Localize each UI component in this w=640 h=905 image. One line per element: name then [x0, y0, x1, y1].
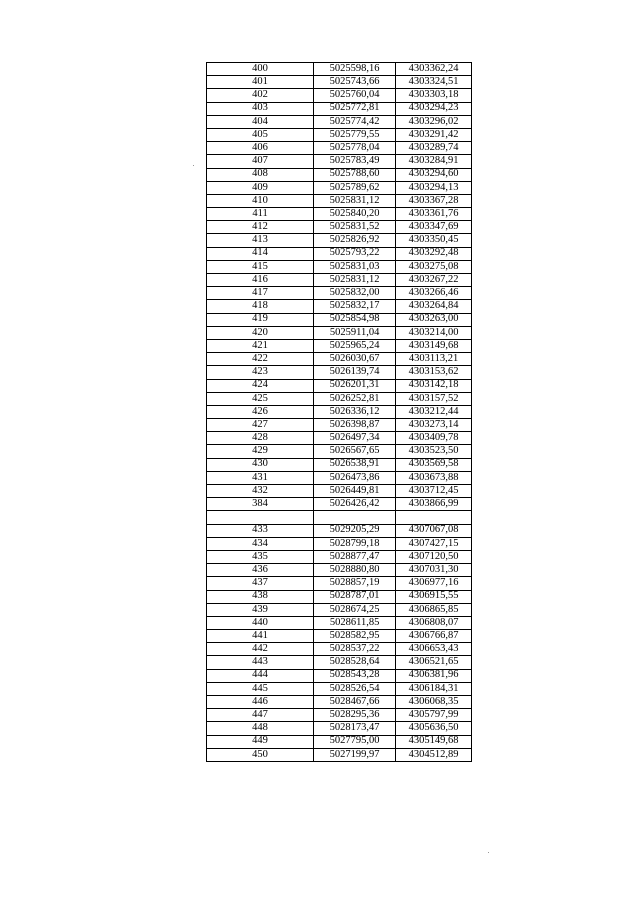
table-row [207, 260, 472, 273]
x-coordinate-cell: 5025854,98 [314, 313, 396, 326]
table-row [207, 511, 472, 524]
point-number-cell: 400 [207, 63, 314, 76]
point-number-cell: 401 [207, 76, 314, 89]
x-coordinate-cell: 5025598,16 [314, 63, 396, 76]
point-number-cell: 428 [207, 432, 314, 445]
x-coordinate-cell: 5025965,24 [314, 339, 396, 352]
scan-speck [193, 165, 194, 166]
y-coordinate-cell: 4303266,46 [396, 287, 472, 300]
table-row [207, 616, 472, 629]
y-coordinate-cell: 4306381,96 [396, 669, 472, 682]
table-row [207, 142, 472, 155]
scan-speck [488, 852, 489, 853]
point-number-cell: 448 [207, 722, 314, 735]
x-coordinate-cell: 5026497,34 [314, 432, 396, 445]
table-row [207, 208, 472, 221]
y-coordinate-cell: 4303303,18 [396, 89, 472, 102]
point-number-cell: 437 [207, 577, 314, 590]
table-row [207, 353, 472, 366]
x-coordinate-cell: 5025774,42 [314, 115, 396, 128]
point-number-cell: 407 [207, 155, 314, 168]
y-coordinate-cell: 4306068,35 [396, 696, 472, 709]
y-coordinate-cell: 4306865,85 [396, 603, 472, 616]
table-row [207, 722, 472, 735]
table-row [207, 564, 472, 577]
coordinates-table-body [207, 63, 472, 762]
point-number-cell: 405 [207, 128, 314, 141]
table-row [207, 577, 472, 590]
table-row [207, 419, 472, 432]
coordinates-table [206, 62, 472, 762]
table-row [207, 234, 472, 247]
x-coordinate-cell: 5025840,20 [314, 208, 396, 221]
table-row [207, 326, 472, 339]
table-row [207, 63, 472, 76]
table-row [207, 313, 472, 326]
table-row [207, 168, 472, 181]
x-coordinate-cell: 5026201,31 [314, 379, 396, 392]
y-coordinate-cell: 4303361,76 [396, 208, 472, 221]
y-coordinate-cell: 4303275,08 [396, 260, 472, 273]
y-coordinate-cell: 4305149,68 [396, 735, 472, 748]
x-coordinate-cell: 5028582,95 [314, 630, 396, 643]
point-number-cell: 438 [207, 590, 314, 603]
x-coordinate-cell: 5026336,12 [314, 405, 396, 418]
table-row [207, 392, 472, 405]
x-coordinate-cell: 5025789,62 [314, 181, 396, 194]
y-coordinate-cell: 4303296,02 [396, 115, 472, 128]
point-number-cell: 384 [207, 498, 314, 511]
y-coordinate-cell: 4303673,88 [396, 471, 472, 484]
point-number-cell: 436 [207, 564, 314, 577]
table-row [207, 550, 472, 563]
y-coordinate-cell: 4303267,22 [396, 274, 472, 287]
point-number-cell: 406 [207, 142, 314, 155]
y-coordinate-cell: 4305797,99 [396, 709, 472, 722]
table-row [207, 181, 472, 194]
x-coordinate-cell: 5028537,22 [314, 643, 396, 656]
x-coordinate-cell: 5025831,12 [314, 194, 396, 207]
point-number-cell: 424 [207, 379, 314, 392]
x-coordinate-cell: 5025793,22 [314, 247, 396, 260]
x-coordinate-cell: 5026473,86 [314, 471, 396, 484]
point-number-cell: 413 [207, 234, 314, 247]
point-number-cell: 449 [207, 735, 314, 748]
table-row [207, 498, 472, 511]
y-coordinate-cell: 4305636,50 [396, 722, 472, 735]
table-row [207, 458, 472, 471]
y-coordinate-cell: 4303294,23 [396, 102, 472, 115]
x-coordinate-cell: 5028543,28 [314, 669, 396, 682]
y-coordinate-cell: 4307120,50 [396, 550, 472, 563]
point-number-cell: 421 [207, 339, 314, 352]
point-number-cell: 411 [207, 208, 314, 221]
y-coordinate-cell: 4303350,45 [396, 234, 472, 247]
point-number-cell: 450 [207, 748, 314, 761]
point-number-cell: 433 [207, 524, 314, 537]
x-coordinate-cell: 5026426,42 [314, 498, 396, 511]
table-row [207, 485, 472, 498]
y-coordinate-cell: 4303284,91 [396, 155, 472, 168]
table-row [207, 630, 472, 643]
point-number-cell: 425 [207, 392, 314, 405]
x-coordinate-cell: 5028787,01 [314, 590, 396, 603]
x-coordinate-cell: 5026567,65 [314, 445, 396, 458]
table-row [207, 379, 472, 392]
point-number-cell: 416 [207, 274, 314, 287]
x-coordinate-cell: 5025826,92 [314, 234, 396, 247]
point-number-cell: 432 [207, 485, 314, 498]
table-row [207, 603, 472, 616]
x-coordinate-cell: 5025831,52 [314, 221, 396, 234]
y-coordinate-cell: 4303289,74 [396, 142, 472, 155]
point-number-cell: 435 [207, 550, 314, 563]
y-coordinate-cell: 4303263,00 [396, 313, 472, 326]
x-coordinate-cell: 5025831,03 [314, 260, 396, 273]
point-number-cell: 434 [207, 537, 314, 550]
point-number-cell: 423 [207, 366, 314, 379]
point-number-cell: 418 [207, 300, 314, 313]
point-number-cell: 408 [207, 168, 314, 181]
x-coordinate-cell: 5026030,67 [314, 353, 396, 366]
x-coordinate-cell: 5025788,60 [314, 168, 396, 181]
point-number-cell: 402 [207, 89, 314, 102]
x-coordinate-cell [314, 511, 396, 524]
point-number-cell: 419 [207, 313, 314, 326]
x-coordinate-cell: 5027199,97 [314, 748, 396, 761]
x-coordinate-cell: 5028877,47 [314, 550, 396, 563]
y-coordinate-cell: 4303569,58 [396, 458, 472, 471]
table-row [207, 682, 472, 695]
y-coordinate-cell: 4304512,89 [396, 748, 472, 761]
y-coordinate-cell: 4303142,18 [396, 379, 472, 392]
y-coordinate-cell [396, 511, 472, 524]
table-row [207, 405, 472, 418]
table-row [207, 471, 472, 484]
table-row [207, 102, 472, 115]
y-coordinate-cell: 4303523,50 [396, 445, 472, 458]
table-row [207, 287, 472, 300]
table-row [207, 300, 472, 313]
point-number-cell: 446 [207, 696, 314, 709]
table-row [207, 221, 472, 234]
y-coordinate-cell: 4306766,87 [396, 630, 472, 643]
x-coordinate-cell: 5028295,36 [314, 709, 396, 722]
y-coordinate-cell: 4306915,55 [396, 590, 472, 603]
y-coordinate-cell: 4303157,52 [396, 392, 472, 405]
table-row [207, 274, 472, 287]
x-coordinate-cell: 5028611,85 [314, 616, 396, 629]
y-coordinate-cell: 4303214,00 [396, 326, 472, 339]
table-row [207, 524, 472, 537]
point-number-cell: 439 [207, 603, 314, 616]
x-coordinate-cell: 5025832,17 [314, 300, 396, 313]
table-row [207, 656, 472, 669]
x-coordinate-cell: 5028857,19 [314, 577, 396, 590]
y-coordinate-cell: 4307427,15 [396, 537, 472, 550]
x-coordinate-cell: 5025779,55 [314, 128, 396, 141]
point-number-cell: 412 [207, 221, 314, 234]
point-number-cell: 414 [207, 247, 314, 260]
x-coordinate-cell: 5028674,25 [314, 603, 396, 616]
y-coordinate-cell: 4303409,78 [396, 432, 472, 445]
x-coordinate-cell: 5025772,81 [314, 102, 396, 115]
y-coordinate-cell: 4303367,28 [396, 194, 472, 207]
y-coordinate-cell: 4303362,24 [396, 63, 472, 76]
y-coordinate-cell: 4303347,69 [396, 221, 472, 234]
point-number-cell: 442 [207, 643, 314, 656]
y-coordinate-cell: 4303291,42 [396, 128, 472, 141]
table-row [207, 128, 472, 141]
y-coordinate-cell: 4307067,08 [396, 524, 472, 537]
y-coordinate-cell: 4303866,99 [396, 498, 472, 511]
table-row [207, 76, 472, 89]
y-coordinate-cell: 4303292,48 [396, 247, 472, 260]
y-coordinate-cell: 4303153,62 [396, 366, 472, 379]
y-coordinate-cell: 4306521,65 [396, 656, 472, 669]
y-coordinate-cell: 4303294,60 [396, 168, 472, 181]
x-coordinate-cell: 5025911,04 [314, 326, 396, 339]
x-coordinate-cell: 5025831,12 [314, 274, 396, 287]
x-coordinate-cell: 5028528,64 [314, 656, 396, 669]
table-row [207, 247, 472, 260]
point-number-cell: 447 [207, 709, 314, 722]
x-coordinate-cell: 5026538,91 [314, 458, 396, 471]
x-coordinate-cell: 5026252,81 [314, 392, 396, 405]
x-coordinate-cell: 5028880,80 [314, 564, 396, 577]
point-number-cell: 443 [207, 656, 314, 669]
point-number-cell: 417 [207, 287, 314, 300]
point-number-cell: 422 [207, 353, 314, 366]
point-number-cell: 431 [207, 471, 314, 484]
point-number-cell: 426 [207, 405, 314, 418]
x-coordinate-cell: 5026398,87 [314, 419, 396, 432]
table-row [207, 155, 472, 168]
x-coordinate-cell: 5028467,66 [314, 696, 396, 709]
table-row [207, 735, 472, 748]
table-row [207, 432, 472, 445]
point-number-cell: 429 [207, 445, 314, 458]
point-number-cell: 440 [207, 616, 314, 629]
y-coordinate-cell: 4306977,16 [396, 577, 472, 590]
point-number-cell: 441 [207, 630, 314, 643]
table-row [207, 748, 472, 761]
x-coordinate-cell: 5025783,49 [314, 155, 396, 168]
x-coordinate-cell: 5028173,47 [314, 722, 396, 735]
x-coordinate-cell: 5029205,29 [314, 524, 396, 537]
y-coordinate-cell: 4303273,14 [396, 419, 472, 432]
point-number-cell: 403 [207, 102, 314, 115]
y-coordinate-cell: 4303324,51 [396, 76, 472, 89]
point-number-cell: 409 [207, 181, 314, 194]
x-coordinate-cell: 5026139,74 [314, 366, 396, 379]
table-row [207, 89, 472, 102]
x-coordinate-cell: 5028799,18 [314, 537, 396, 550]
point-number-cell: 430 [207, 458, 314, 471]
point-number-cell: 445 [207, 682, 314, 695]
x-coordinate-cell: 5025743,66 [314, 76, 396, 89]
table-row [207, 537, 472, 550]
y-coordinate-cell: 4306808,07 [396, 616, 472, 629]
table-row [207, 366, 472, 379]
y-coordinate-cell: 4306184,31 [396, 682, 472, 695]
y-coordinate-cell: 4303712,45 [396, 485, 472, 498]
y-coordinate-cell: 4303294,13 [396, 181, 472, 194]
x-coordinate-cell: 5025760,04 [314, 89, 396, 102]
y-coordinate-cell: 4303149,68 [396, 339, 472, 352]
table-row [207, 709, 472, 722]
table-row [207, 445, 472, 458]
x-coordinate-cell: 5026449,81 [314, 485, 396, 498]
y-coordinate-cell: 4303264,84 [396, 300, 472, 313]
x-coordinate-cell: 5025832,00 [314, 287, 396, 300]
point-number-cell: 420 [207, 326, 314, 339]
table-row [207, 669, 472, 682]
x-coordinate-cell: 5027795,00 [314, 735, 396, 748]
table-row [207, 115, 472, 128]
point-number-cell: 404 [207, 115, 314, 128]
point-number-cell: 427 [207, 419, 314, 432]
point-number-cell [207, 511, 314, 524]
table-row [207, 590, 472, 603]
point-number-cell: 444 [207, 669, 314, 682]
point-number-cell: 415 [207, 260, 314, 273]
y-coordinate-cell: 4303113,21 [396, 353, 472, 366]
table-row [207, 194, 472, 207]
x-coordinate-cell: 5028526,54 [314, 682, 396, 695]
x-coordinate-cell: 5025778,04 [314, 142, 396, 155]
table-row [207, 643, 472, 656]
table-row [207, 339, 472, 352]
y-coordinate-cell: 4306653,43 [396, 643, 472, 656]
y-coordinate-cell: 4307031,30 [396, 564, 472, 577]
point-number-cell: 410 [207, 194, 314, 207]
table-row [207, 696, 472, 709]
y-coordinate-cell: 4303212,44 [396, 405, 472, 418]
